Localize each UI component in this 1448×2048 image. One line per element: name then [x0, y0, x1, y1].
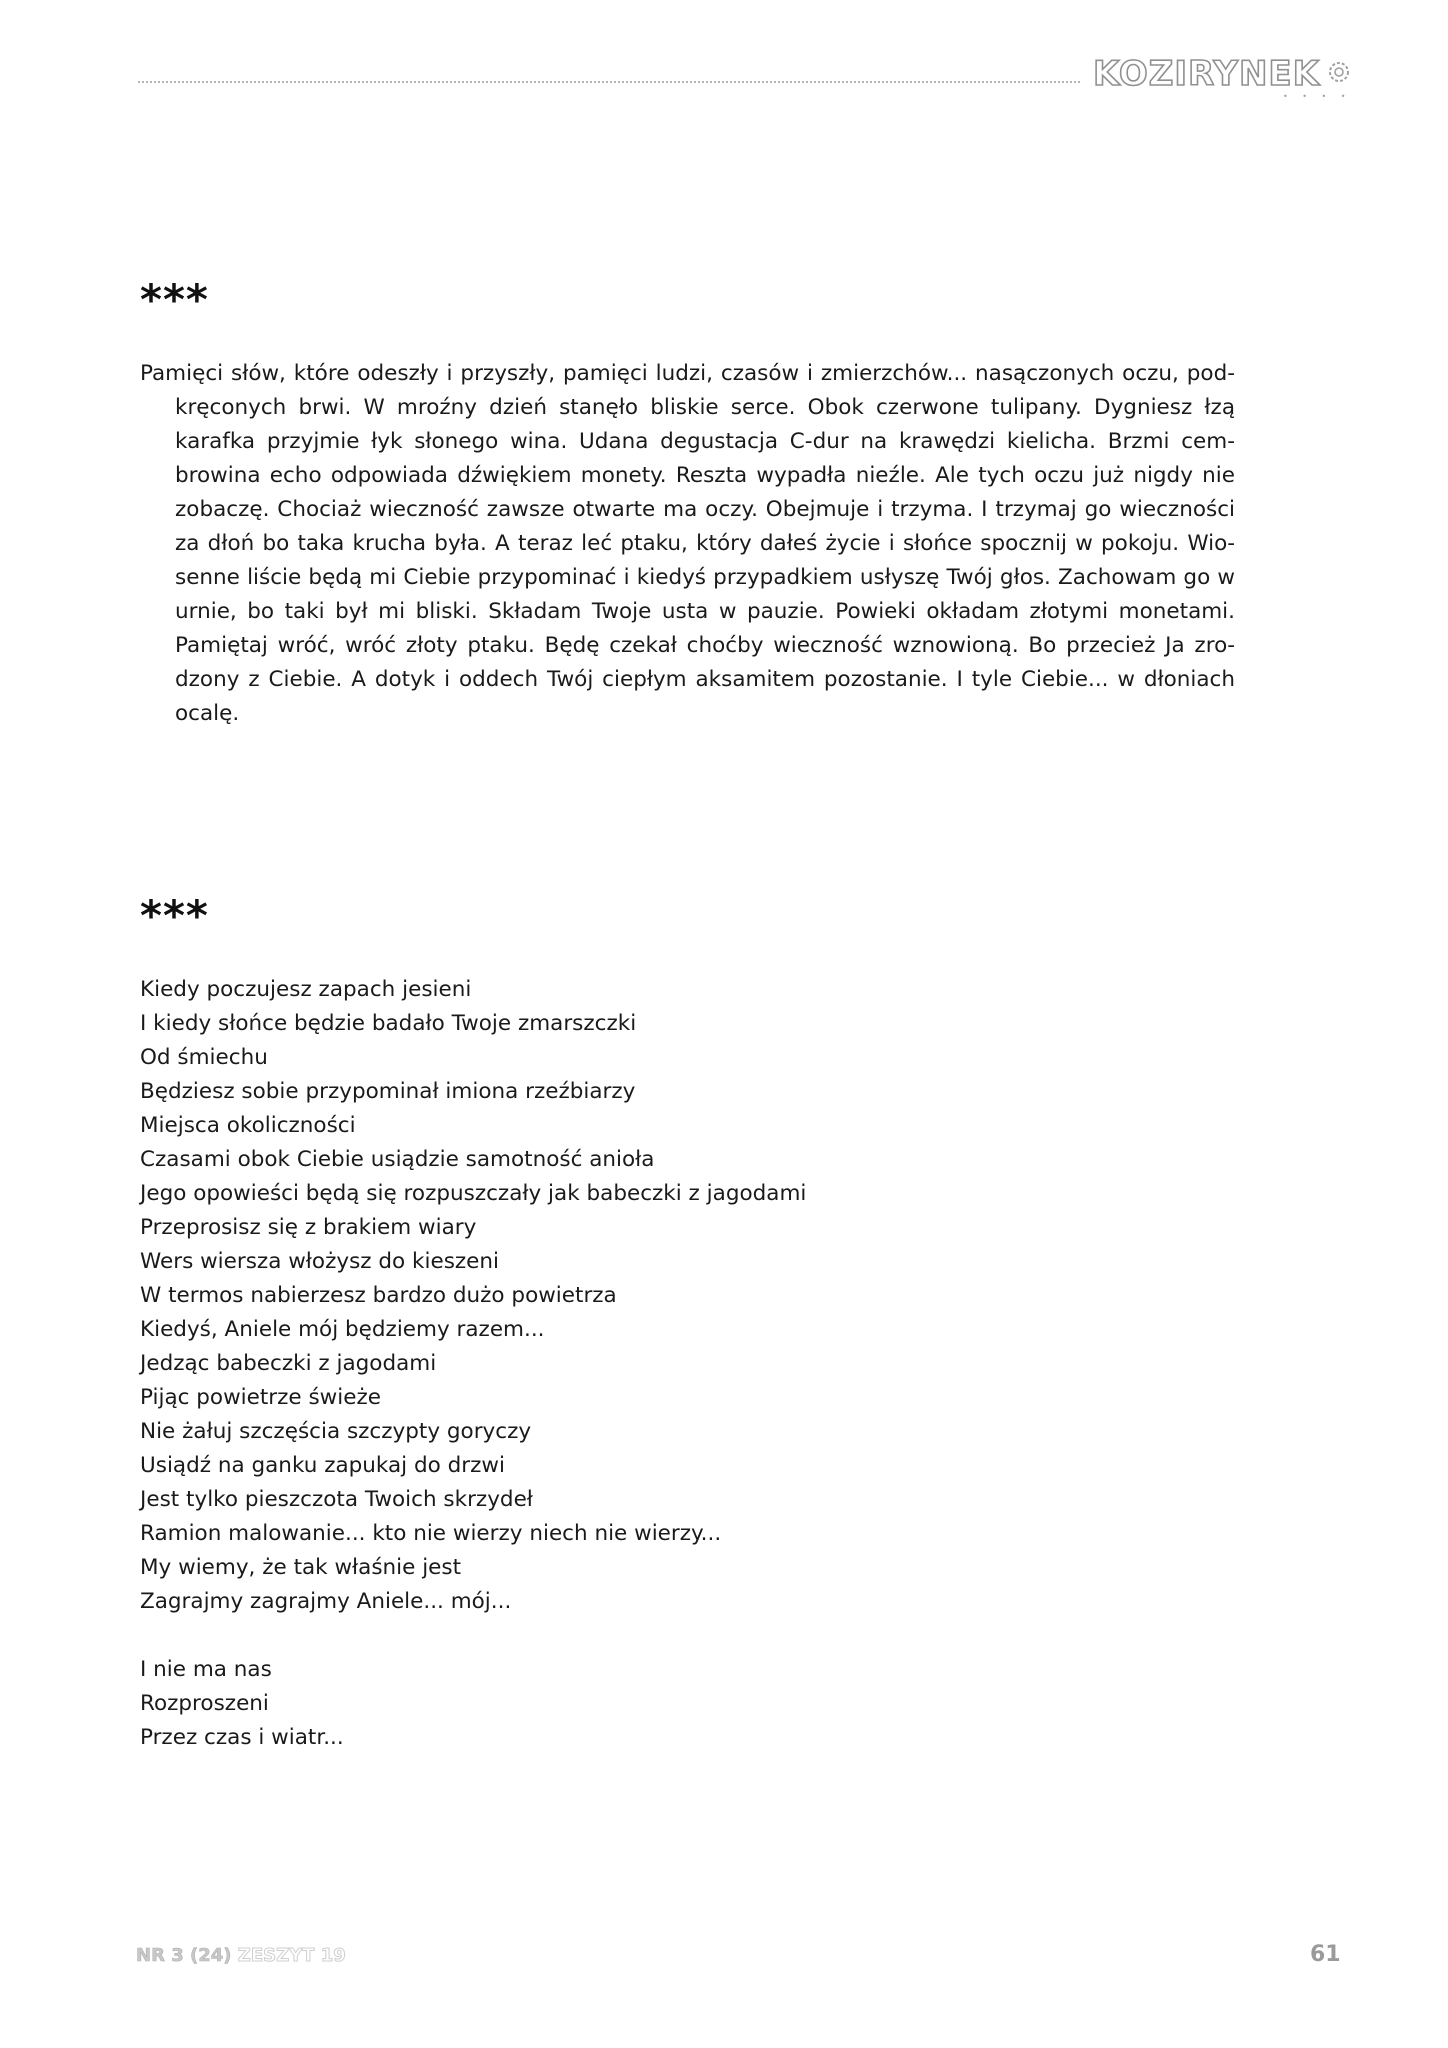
prose-paragraph: Pamięci słów, które odeszły i przyszły, pamięci ludzi, czasów i zmierzchów... nasączonych oczu, podkręconych brwi. W mroźny dzień stanęło bliskie serce. Obok czerwone tulipany. Dygniesz łzą karafka przyjmie łyk słonego wina. Udana degustacja C-dur na krawędzi kielicha. Brzmi cembrowina echo odpowiada dźwiękiem monety. Reszta wypadła nieźle. Ale tych oczu już nigdy nie zobaczę. Chociaż wieczność zawsze otwarte ma oczy. Obejmuje i trzyma. I trzymaj go wieczności za dłoń bo taka krucha była. A teraz leć ptaku, który dałeś życie i słońce spocznij w pokoju. Wiosenne liście będą mi Ciebie przypominać i kiedyś przypadkiem usłyszę Twój głos. Zachowam go w urnie, bo taki był mi bliski. Składam Twoje usta w pauzie. Powieki okładam złotymi monetami. Pamiętaj wróć, wróć złoty ptaku. Będę czekał choćby wieczność wznowioną. Bo przecież Ja zrodzony z Ciebie. A dotyk i oddech Twój ciepłym aksamitem pozostanie. I tyle Ciebie... w dłoniach ocalę.	[140, 361, 1235, 726]
poem-line: Kiedy poczujesz zapach jesieni	[140, 977, 472, 1002]
poem-line: Jest tylko pieszczota Twoich skrzydeł	[140, 1487, 533, 1512]
poem-line: Przeprosisz się z brakiem wiary	[140, 1215, 477, 1240]
poem-line: Miejsca okoliczności	[140, 1113, 356, 1138]
poem-line: Kiedyś, Aniele mój będziemy razem...	[140, 1317, 545, 1342]
section-separator-stars: ***	[140, 275, 209, 324]
poem-line: Zagrajmy zagrajmy Aniele... mój...	[140, 1589, 512, 1614]
poem-line: I kiedy słońce będzie badało Twoje zmarszczki	[140, 1011, 637, 1036]
poem-line: My wiemy, że tak właśnie jest	[140, 1555, 462, 1580]
poem-stanza-1	[140, 973, 1240, 1619]
logo-dots: • • • •	[1283, 92, 1352, 101]
gear-icon	[1327, 60, 1351, 84]
poem-line: Nie żałuj szczęścia szczypty goryczy	[140, 1419, 532, 1444]
poem-stanza-2	[140, 1653, 1240, 1755]
poem-line: Jego opowieści będą się rozpuszczały jak babeczki z jagodami	[140, 1181, 807, 1206]
poem-line: Pijąc powietrze świeże	[140, 1385, 381, 1410]
poem-line: Ramion malowanie... kto nie wierzy niech nie wierzy...	[140, 1521, 722, 1546]
poem-line: Usiądź na ganku zapukaj do drzwi	[140, 1453, 505, 1478]
header-dotted-rule	[138, 81, 1080, 83]
page-header	[138, 52, 1352, 102]
poem-line: Czasami obok Ciebie usiądzie samotność anioła	[140, 1147, 655, 1172]
poem-line: Jedząc babeczki z jagodami	[140, 1351, 437, 1376]
poem-line: I nie ma nas	[140, 1657, 272, 1682]
logo-text: KOZIRYNEK	[1093, 54, 1320, 94]
page-number: 61	[1310, 1942, 1341, 1967]
footer-issue-info	[136, 1945, 346, 1967]
poem-line: W termos nabierzesz bardzo dużo powietrza	[140, 1283, 617, 1308]
poem-line: Wers wiersza włożysz do kieszeni	[140, 1249, 500, 1274]
poem-line: Od śmiechu	[140, 1045, 268, 1070]
issue-number: NR 3 (24)	[136, 1945, 232, 1966]
zeszyt-number: ZESZYT 19	[237, 1945, 346, 1966]
kozirynek-logo	[1093, 52, 1353, 102]
poem-line: Rozproszeni	[140, 1691, 269, 1716]
poem-line: Będziesz sobie przypominał imiona rzeźbiarzy	[140, 1079, 636, 1104]
poem-line: Przez czas i wiatr...	[140, 1725, 344, 1750]
section-separator-stars: ***	[140, 891, 209, 940]
